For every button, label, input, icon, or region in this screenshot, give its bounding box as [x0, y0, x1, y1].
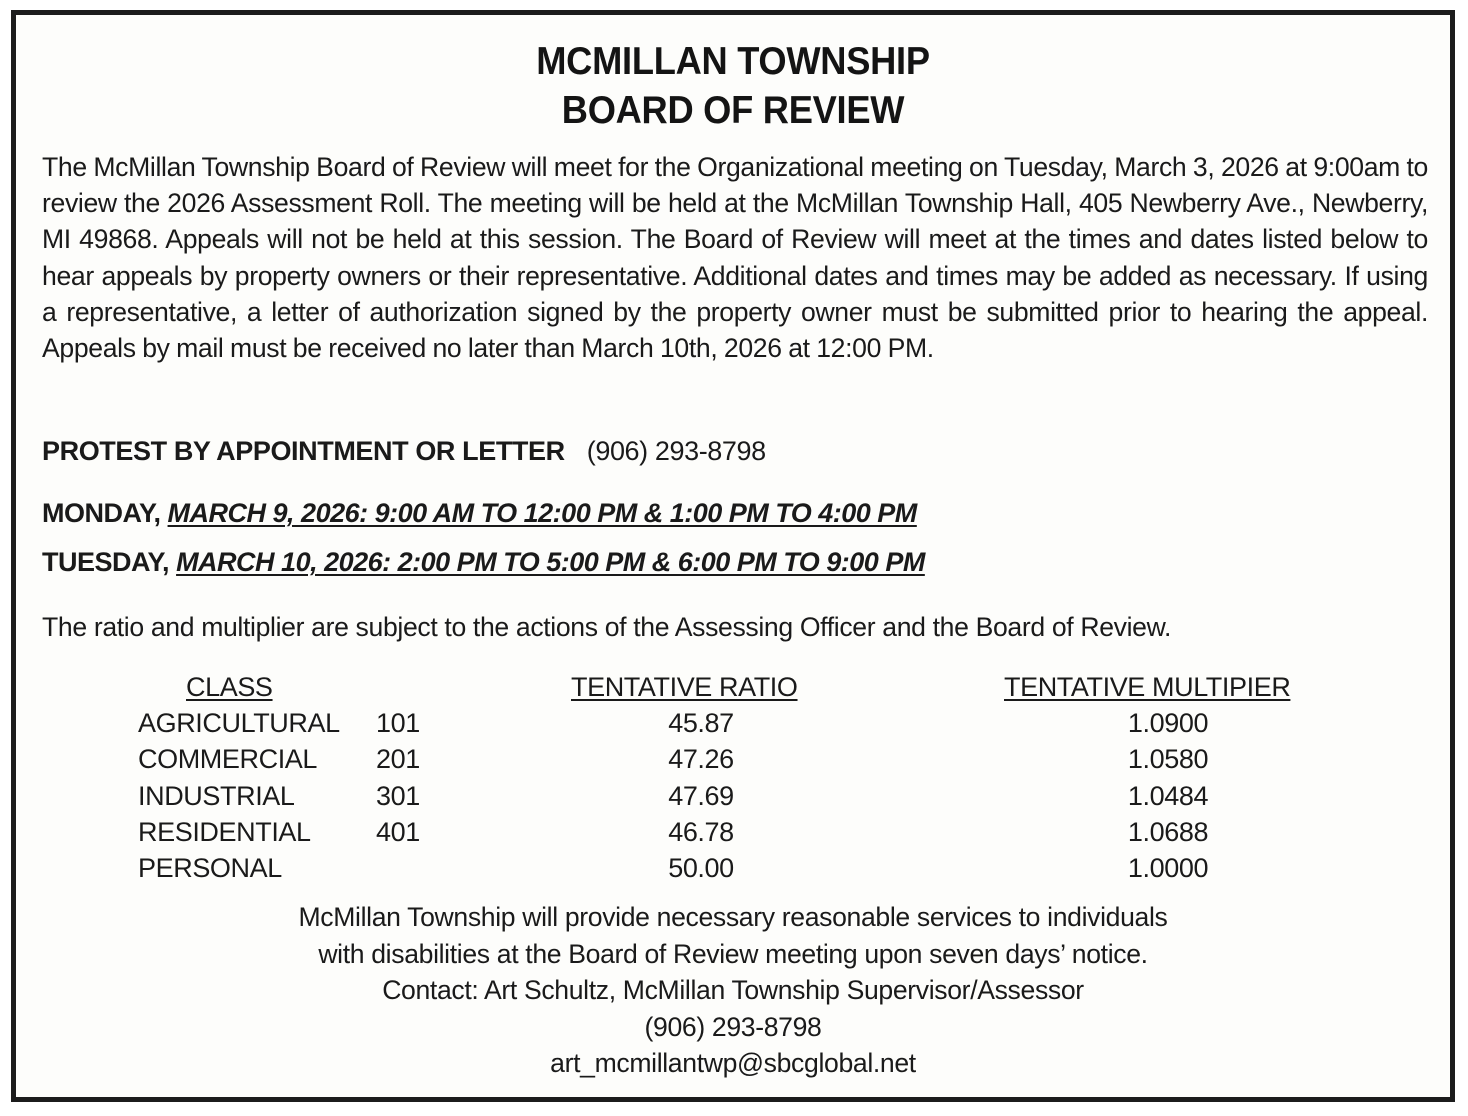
multiplier-value: 1.0688 [1127, 816, 1209, 847]
ratio-value: 47.26 [668, 744, 734, 775]
multiplier-value: 1.0000 [1127, 852, 1209, 883]
ratio-note: The ratio and multiplier are subject to the actions of the Assessing Officer and the Board of Review. [42, 612, 1172, 642]
table-row [16, 741, 1450, 777]
class-name: COMMERCIAL [138, 744, 318, 775]
notice-frame [11, 10, 1455, 1102]
multiplier-value: 1.0580 [1127, 744, 1209, 775]
ratio-value: 50.00 [668, 852, 734, 883]
class-name: RESIDENTIAL [138, 816, 311, 847]
protest-phone: (906) 293-8798 [586, 436, 766, 466]
class-code: 301 [376, 780, 420, 811]
intro-paragraph: The McMillan Township Board of Review will meet for the Organizational meeting on Tuesday, March 3, 2026 at 9:00am to review the 2026 Assessment Roll. The meeting will be held at the McMillan Township Hall, 405 Newberry Ave., Newberry, MI 49868. Appeals will not be held at this session. The Board of Review will meet at the times and dates listed below to hear appeals by property owners or their representative. Additional dates and times may be added as necessary. If using a representative, a letter of authorization signed by the property owner must be submitted prior to hearing the appeal. Appeals by mail must be received no later than March 10th, 2026 at 12:00 PM. [42, 152, 1428, 364]
accessibility-line-1: McMillan Township will provide necessary reasonable services to individuals [298, 902, 1168, 932]
contact-email[interactable]: art_mcmillantwp@sbcglobal.net [550, 1048, 916, 1079]
table-row [16, 814, 1450, 850]
schedule-day: TUESDAY, [42, 547, 170, 577]
ratio-value: 47.69 [668, 780, 734, 811]
class-code: 101 [376, 708, 420, 739]
contact-footer [16, 899, 1450, 1082]
schedule-monday [42, 495, 917, 531]
contact-phone: (906) 293-8798 [644, 1011, 822, 1042]
ratio-value: 45.87 [668, 708, 734, 739]
multiplier-value: 1.0900 [1127, 708, 1209, 739]
table-row [16, 850, 1450, 886]
protest-line [42, 433, 766, 469]
header-ratio: TENTATIVE RATIO [571, 672, 798, 702]
ratio-multiplier-table [16, 669, 1450, 886]
accessibility-line-2: with disabilities at the Board of Review meeting upon seven days’ notice. [318, 938, 1148, 969]
ratio-value: 46.78 [668, 816, 734, 847]
class-code: 401 [376, 816, 420, 847]
header-multiplier: TENTATIVE MULTIPIER [1004, 672, 1291, 702]
header-class: CLASS [186, 672, 273, 702]
schedule-times: MARCH 10, 2026: 2:00 PM TO 5:00 PM & 6:00 PM TO 9:00 PM [176, 547, 925, 577]
schedule-day: MONDAY, [42, 498, 161, 528]
table-header [16, 669, 1450, 705]
protest-label: PROTEST BY APPOINTMENT OR LETTER [42, 436, 565, 466]
table-row [16, 778, 1450, 814]
class-name: INDUSTRIAL [138, 780, 295, 811]
schedule-tuesday [42, 544, 925, 580]
schedule-times: MARCH 9, 2026: 9:00 AM TO 12:00 PM & 1:00 PM TO 4:00 PM [167, 498, 917, 528]
class-code: 201 [376, 744, 420, 775]
title-line-1: MCMILLAN TOWNSHIP [536, 40, 930, 83]
multiplier-value: 1.0484 [1127, 780, 1209, 811]
contact-name: Contact: Art Schultz, McMillan Township Supervisor/Assessor [382, 975, 1084, 1006]
class-name: AGRICULTURAL [138, 708, 340, 739]
title-line-2: BOARD OF REVIEW [561, 89, 905, 132]
table-row [16, 705, 1450, 741]
class-name: PERSONAL [138, 852, 282, 883]
